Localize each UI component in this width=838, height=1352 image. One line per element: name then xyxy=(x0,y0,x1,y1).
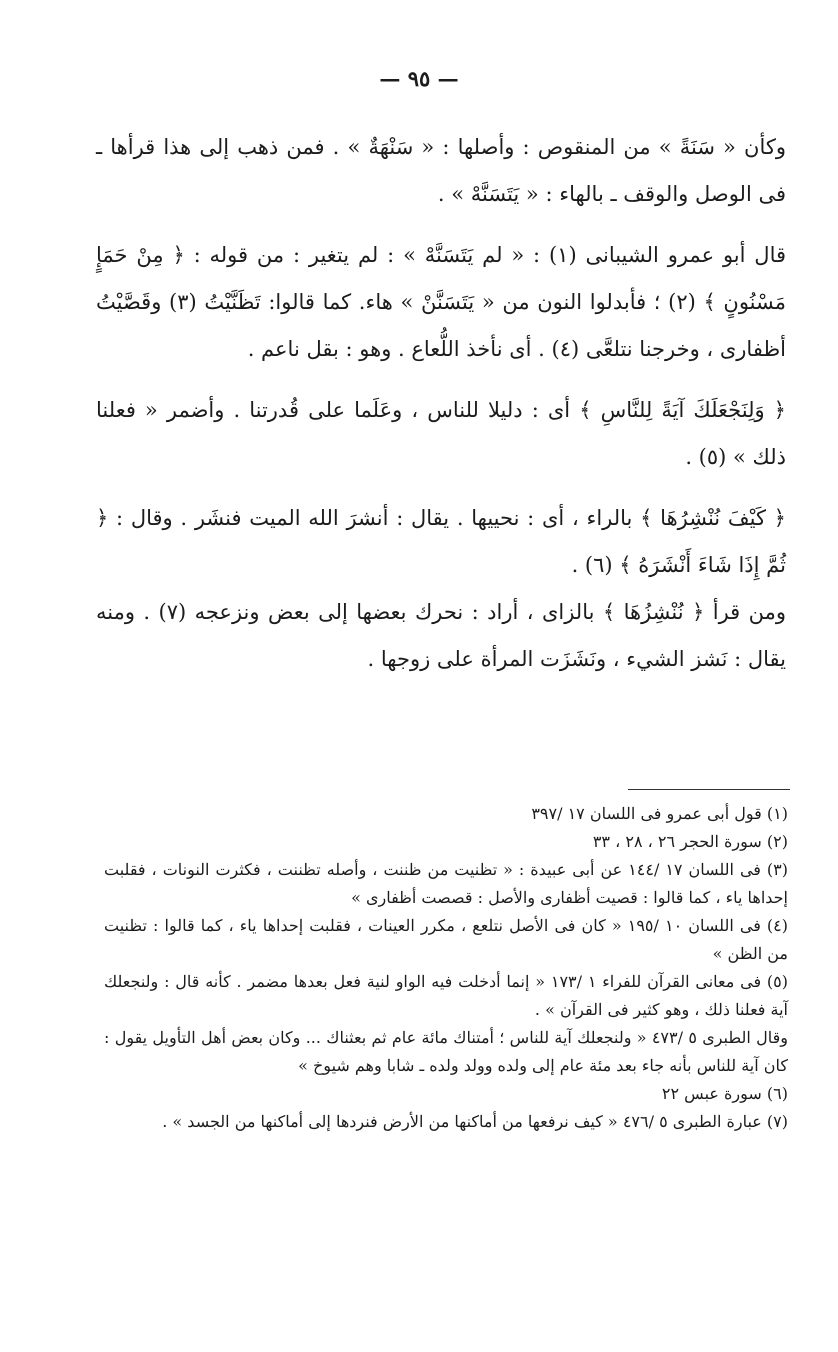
footnote-2: (٢) سورة الحجر ٢٦ ، ٢٨ ، ٣٣ xyxy=(592,832,788,851)
paragraph-2: قال أبو عمرو الشيبانى (١) : « لم يَتَسَنَّهْ » : لم يتغير : من قوله : ﴿ مِنْ حَمَإٍ مَسْنُونٍ ﴾ (٢) ؛ فأبدلوا النون من « يَتَسَنَّنْ » هاء. كما قالوا: تَظَنَّيْتُ (٣) وقَصَّيْتُ أظفارى ، وخرجنا نتلعَّى (٤) . أى نأخذ اللُّعاع . وهو : بقل ناعم . xyxy=(96,243,787,361)
paragraph-1: وكأن « سَنَةً » من المنقوص : وأصلها : « سَنْهَةٌ » . فمن ذهب إلى هذا قرأها ـ فى الوصل والوقف ـ بالهاء : « يَتَسَنَّهْ » . xyxy=(96,135,786,206)
footnotes xyxy=(104,800,788,1136)
page-number: — ٩٥ — xyxy=(379,66,459,91)
main-text xyxy=(96,124,786,683)
footnote-1: (١) قول أبى عمرو فى اللسان ١٧ /٣٩٧ xyxy=(531,804,788,823)
footnote-5: (٥) فى معانى القرآن للفراء ١ /١٧٣ « إنما أدخلت فيه الواو لنية فعل بعدها مضمر . كأنه قال : ولنجعلك آية فعلنا ذلك ، وهو كثير فى القرآن » . xyxy=(104,972,788,1019)
footnote-3: (٣) فى اللسان ١٧ /١٤٤ عن أبى عبيدة : « تظنيت من ظننت ، وأصله تظننت ، فكثرت النونات ، فقلبت إحداها ياء ، كما قالوا : قصيت أظفارى والأصل : قصصت أظفارى » xyxy=(104,860,789,907)
paragraph-4: ﴿ كَيْفَ نُنْشِرُهَا ﴾ بالراء ، أى : نحييها . يقال : أنشرَ الله الميت فنشَر . وقال : ﴿ ثُمَّ إِذَا شَاءَ أَنْشَرَهُ ﴾ (٦) . xyxy=(96,506,786,577)
footnote-4: (٤) فى اللسان ١٠ /١٩٥ « كان فى الأصل نتلعع ، مكرر العينات ، فقلبت إحداها ياء ، كما قالوا : تظنيت من الظن » xyxy=(104,916,789,963)
footnote-separator xyxy=(628,789,790,790)
paragraph-3: ﴿ وَلِنَجْعَلَكَ آيَةً لِلنَّاسِ ﴾ أى : دليلا للناس ، وعَلَما على قُدرتنا . وأضمر « فعلنا ذلك » (٥) . xyxy=(96,398,786,469)
footnote-7: (٧) عبارة الطبرى ٥ /٤٧٦ « كيف نرفعها من أماكنها من الأرض فنردها إلى أماكنها من الجسد » . xyxy=(162,1112,788,1131)
paragraph-5: ومن قرأ ﴿ نُنْشِزُهَا ﴾ بالزاى ، أراد : نحرك بعضها إلى بعض ونزعجه (٧) . ومنه يقال : نَشز الشيء ، ونَشَزَت المرأة على زوجها . xyxy=(96,600,786,671)
footnote-5-continuation: وقال الطبرى ٥ /٤٧٣ « ولنجعلك آية للناس ؛ أمتناك مائة عام ثم بعثناك ... وكان بعض أهل التأويل يقول : كان آية للناس بأنه جاء بعد مئة عام إلى ولده وولد ولده ـ شابا وهم شيوخ » xyxy=(104,1028,789,1075)
footnote-6: (٦) سورة عبس ٢٢ xyxy=(661,1084,788,1103)
